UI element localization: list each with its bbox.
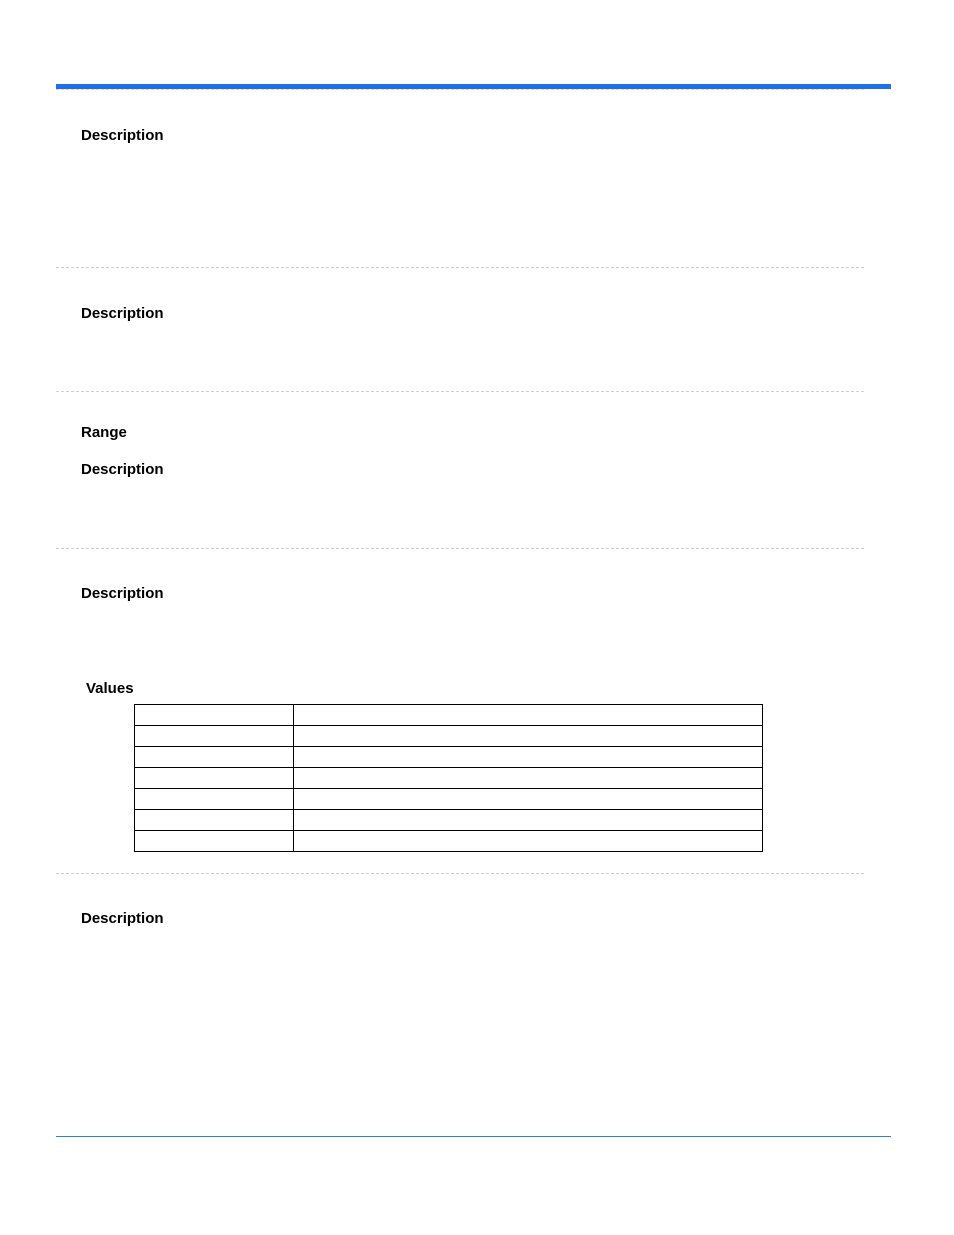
section-separator [56, 548, 864, 549]
table-row [135, 726, 763, 747]
section-separator [56, 391, 864, 392]
section-3-description-heading: Description [81, 461, 164, 478]
section-3-range-heading: Range [81, 424, 127, 441]
table-cell [135, 810, 294, 831]
section-4-values-heading: Values [86, 680, 134, 697]
table-cell [294, 789, 763, 810]
table-cell [135, 789, 294, 810]
table-row [135, 768, 763, 789]
section-separator [56, 267, 864, 268]
table-cell [294, 747, 763, 768]
table-row [135, 747, 763, 768]
table-row [135, 789, 763, 810]
table-cell [294, 810, 763, 831]
table-row [135, 810, 763, 831]
table-cell [294, 768, 763, 789]
section-1-description-heading: Description [81, 127, 164, 144]
section-separator [56, 873, 864, 874]
table-cell [135, 831, 294, 852]
section-5-description-heading: Description [81, 910, 164, 927]
header-dashed-rule [56, 89, 864, 90]
section-4-description-heading: Description [81, 585, 164, 602]
table-row [135, 705, 763, 726]
table-cell [135, 705, 294, 726]
table-cell [294, 831, 763, 852]
table-cell [135, 726, 294, 747]
table-row [135, 831, 763, 852]
table-cell [294, 705, 763, 726]
table-cell [135, 768, 294, 789]
values-table [134, 704, 763, 852]
section-2-description-heading: Description [81, 305, 164, 322]
footer-rule [56, 1136, 891, 1137]
table-cell [294, 726, 763, 747]
table-cell [135, 747, 294, 768]
